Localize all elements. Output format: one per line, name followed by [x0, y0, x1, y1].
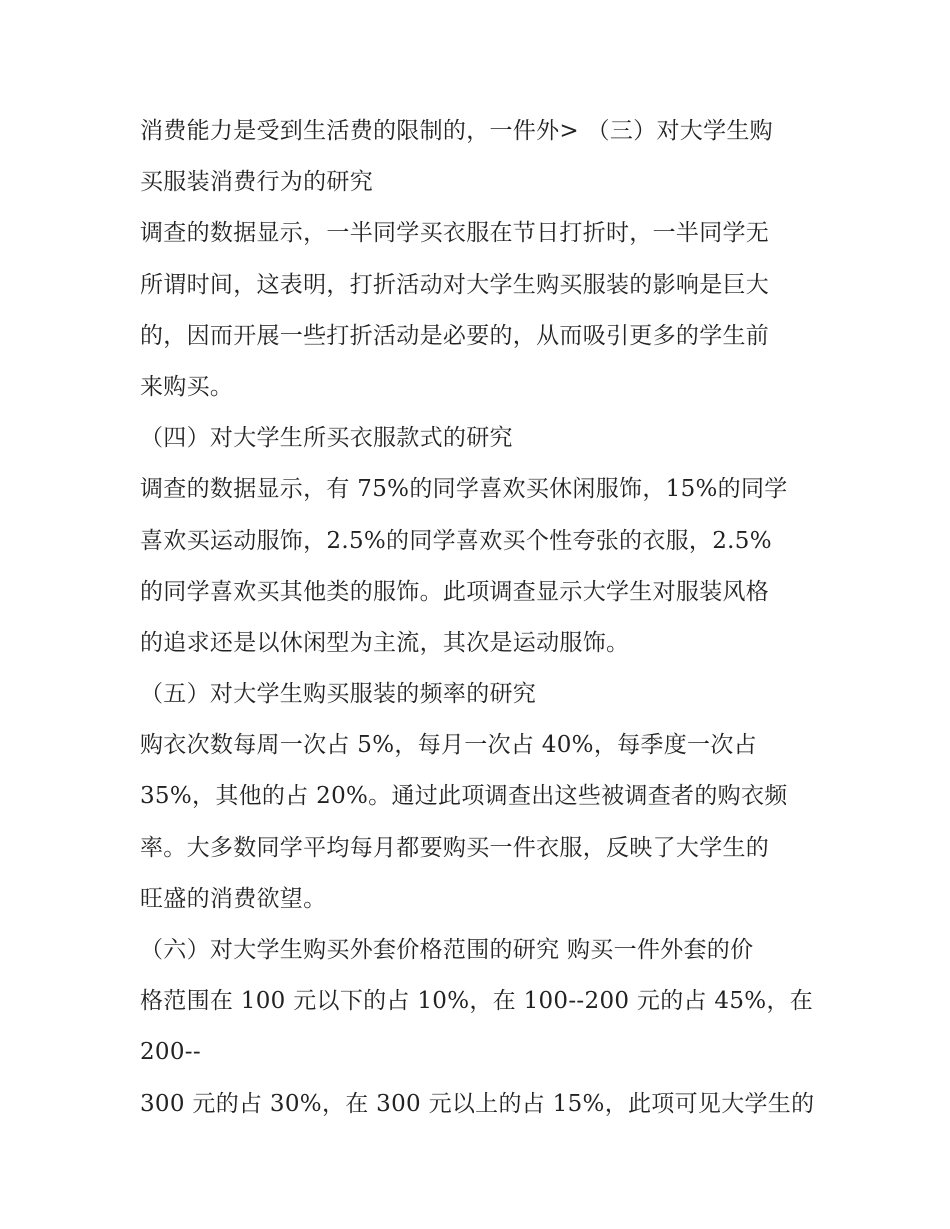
text-line: 35%，其他的占 20%。通过此项调查出这些被调查者的购衣频: [140, 783, 788, 810]
document-body: [140, 106, 820, 1130]
text-line: 的追求还是以休闲型为主流，其次是运动服饰。: [140, 629, 630, 656]
text-line: 200--: [140, 1039, 201, 1066]
text-line: 的，因而开展一些打折活动是必要的，从而吸引更多的学生前: [140, 322, 770, 349]
text-line: 所谓时间，这表明，打折活动对大学生购买服装的影响是巨大: [140, 271, 770, 298]
text-line: 的同学喜欢买其他类的服饰。此项调查显示大学生对服装风格: [140, 578, 770, 605]
section-heading: （四）对大学生所买衣服款式的研究: [140, 425, 513, 452]
text-line: 喜欢买运动服饰，2.5%的同学喜欢买个性夸张的衣服，2.5%: [140, 527, 772, 554]
text-line: 调查的数据显示，一半同学买衣服在节日打折时，一半同学无: [140, 220, 770, 247]
text-line: 购衣次数每周一次占 5%，每月一次占 40%，每季度一次占: [140, 732, 757, 759]
text-line: 来购买。: [140, 373, 234, 400]
text-line: 率。大多数同学平均每月都要购买一件衣服，反映了大学生的: [140, 834, 770, 861]
text-line: 买服装消费行为的研究: [140, 169, 373, 196]
text-line: 格范围在 100 元以下的占 10%，在 100--200 元的占 45%，在: [140, 988, 814, 1015]
section-heading: （五）对大学生购买服装的频率的研究: [140, 681, 537, 708]
section-heading: （六）对大学生购买外套价格范围的研究 购买一件外套的价: [140, 937, 754, 963]
text-line: 消费能力是受到生活费的限制的，一件外> （三）对大学生购: [140, 118, 773, 144]
text-line: 300 元的占 30%，在 300 元以上的占 15%，此项可见大学生的: [140, 1090, 815, 1117]
text-line: 旺盛的消费欲望。: [140, 885, 327, 912]
text-line: 调查的数据显示，有 75%的同学喜欢买休闲服饰，15%的同学: [140, 476, 788, 503]
